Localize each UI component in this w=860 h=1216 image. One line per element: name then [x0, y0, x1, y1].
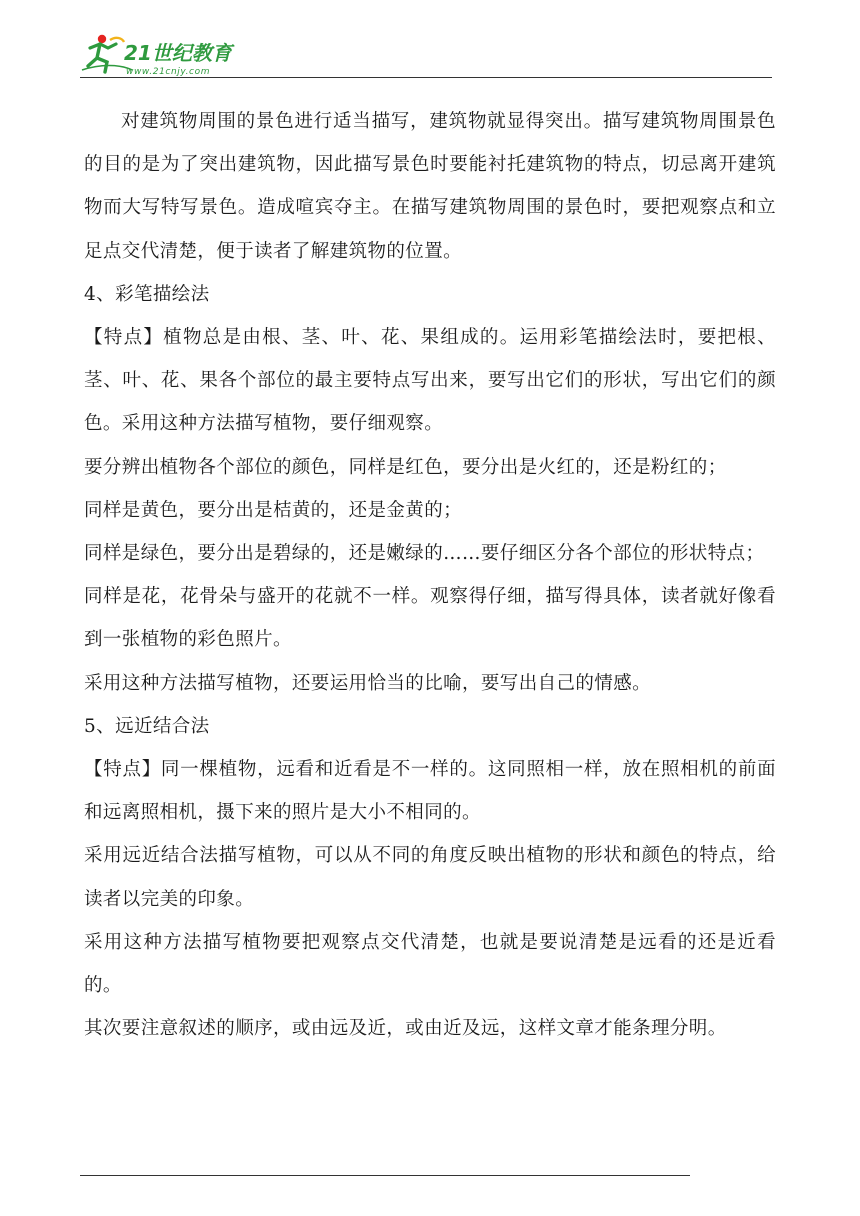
- section-heading-4: 4、彩笔描绘法: [84, 283, 210, 305]
- paragraph-colors-red: 要分辨出植物各个部位的颜色，同样是红色，要分出是火红的，还是粉红的；: [84, 456, 727, 478]
- paragraph-colors-yellow: 同样是黄色，要分出是桔黄的，还是金黄的；: [84, 499, 463, 521]
- paragraph-order: 其次要注意叙述的顺序，或由远及近，或由近及远，这样文章才能条理分明。: [84, 1018, 727, 1040]
- footer-divider: [80, 1175, 690, 1176]
- paragraph-metaphor: 采用这种方法描写植物，还要运用恰当的比喻，要写出自己的情感。: [84, 672, 652, 694]
- svg-text:www.21cnjy.com: www.21cnjy.com: [126, 67, 211, 77]
- paragraph-angles: 采用远近结合法描写植物，可以从不同的角度反映出植物的形状和颜色的特点，给读者以完美的印象。: [84, 845, 776, 910]
- document-body: [84, 100, 776, 1050]
- svg-text:21世纪教育: 21世纪教育: [124, 41, 232, 65]
- paragraph-colors-green: 同样是绿色，要分出是碧绿的，还是嫩绿的……要仔细区分各个部位的形状特点；: [84, 543, 765, 565]
- paragraph-building-surroundings: 对建筑物周围的景色进行适当描写，建筑物就显得突出。描写建筑物周围景色的目的是为了突出建筑物，因此描写景色时要能衬托建筑物的特点，切忌离开建筑物而大写特写景色。造成喧宾夺主。在描写建筑物周围的景色时，要把观察点和立足点交代清楚，便于读者了解建筑物的位置。: [84, 111, 776, 262]
- paragraph-features-4: 【特点】植物总是由根、茎、叶、花、果组成的。运用彩笔描绘法时，要把根、茎、叶、花、果各个部位的最主要特点写出来，要写出它们的形状，写出它们的颜色。采用这种方法描写植物，要仔细观察。: [84, 327, 776, 435]
- header-divider: [80, 77, 772, 78]
- paragraph-observation-point: 采用这种方法描写植物要把观察点交代清楚，也就是要说清楚是远看的还是近看的。: [84, 931, 776, 997]
- paragraph-features-5: 【特点】同一棵植物，远看和近看是不一样的。这同照相一样，放在照相机的前面和远离照相机，摄下来的照片是大小不相同的。: [84, 759, 776, 824]
- logo: [80, 30, 250, 78]
- paragraph-flowers: 同样是花，花骨朵与盛开的花就不一样。观察得仔细，描写得具体，读者就好像看到一张植物的彩色照片。: [84, 586, 776, 651]
- page-header: [80, 30, 770, 78]
- section-heading-5: 5、远近结合法: [84, 715, 210, 737]
